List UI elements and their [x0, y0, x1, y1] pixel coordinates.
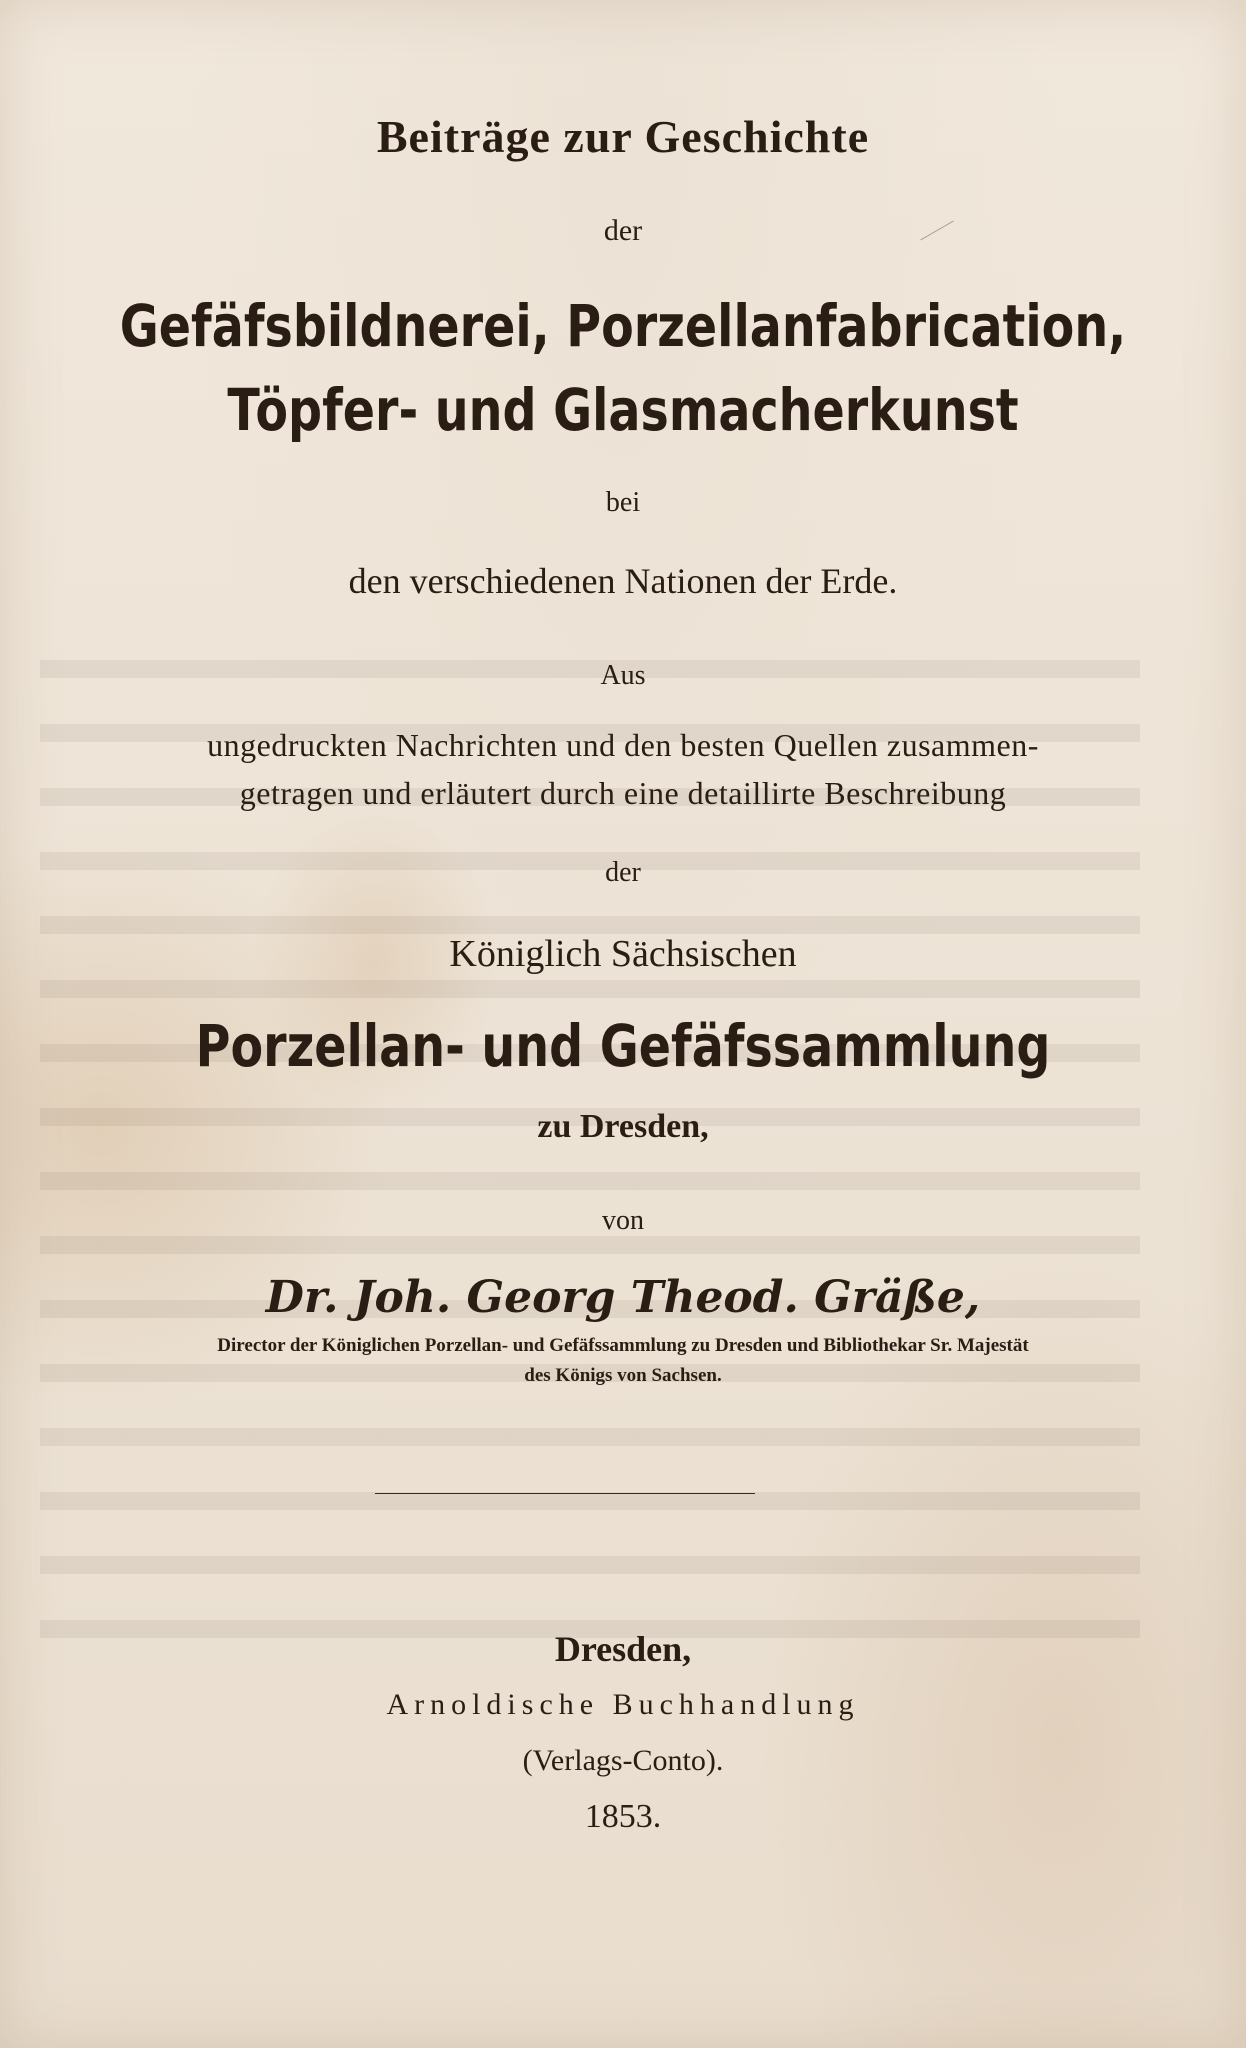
title-line-10: der: [605, 857, 641, 888]
title-line-1: Beiträge zur Geschichte: [376, 111, 870, 162]
title-line-11: Königlich Sächsischen: [449, 933, 797, 975]
title-line-9: getragen und erläutert durch eine detaillirte Beschreibung: [239, 775, 1007, 811]
title-line-7: Aus: [600, 660, 646, 691]
subtitle-line: den verschiedenen Nationen der Erde.: [348, 561, 898, 601]
author-title-line-1: Director der Königlichen Porzellan- und Gefäfssammlung zu Dresden und Bibliothekar Sr. Majestät: [217, 1335, 1029, 1356]
title-line-2: der: [603, 214, 643, 247]
title-line-14: von: [602, 1205, 644, 1236]
title-line-13: zu Dresden,: [537, 1108, 709, 1145]
title-line-12: Porzellan- und Gefäfssammlung: [195, 1012, 1051, 1080]
author-name: Dr. Joh. Georg Theod. Gräße,: [265, 1272, 981, 1323]
imprint-place: Dresden,: [554, 1629, 692, 1669]
author-title-line-2: des Königs von Sachsen.: [524, 1365, 722, 1386]
title-line-3: Gefäfsbildnerei, Porzellanfabrication,: [119, 292, 1127, 360]
title-line-8: ungedruckten Nachrichten und den besten Quellen zusammen-: [207, 727, 1039, 763]
imprint-publisher: Arnoldische Buchhandlung: [386, 1688, 860, 1721]
imprint-publisher-note: (Verlags-Conto).: [522, 1744, 724, 1777]
imprint-year: 1853.: [584, 1798, 662, 1835]
title-line-5: bei: [605, 487, 641, 518]
divider-rule: [375, 1493, 755, 1494]
title-line-4: Töpfer- und Glasmacherkunst: [227, 376, 1019, 444]
